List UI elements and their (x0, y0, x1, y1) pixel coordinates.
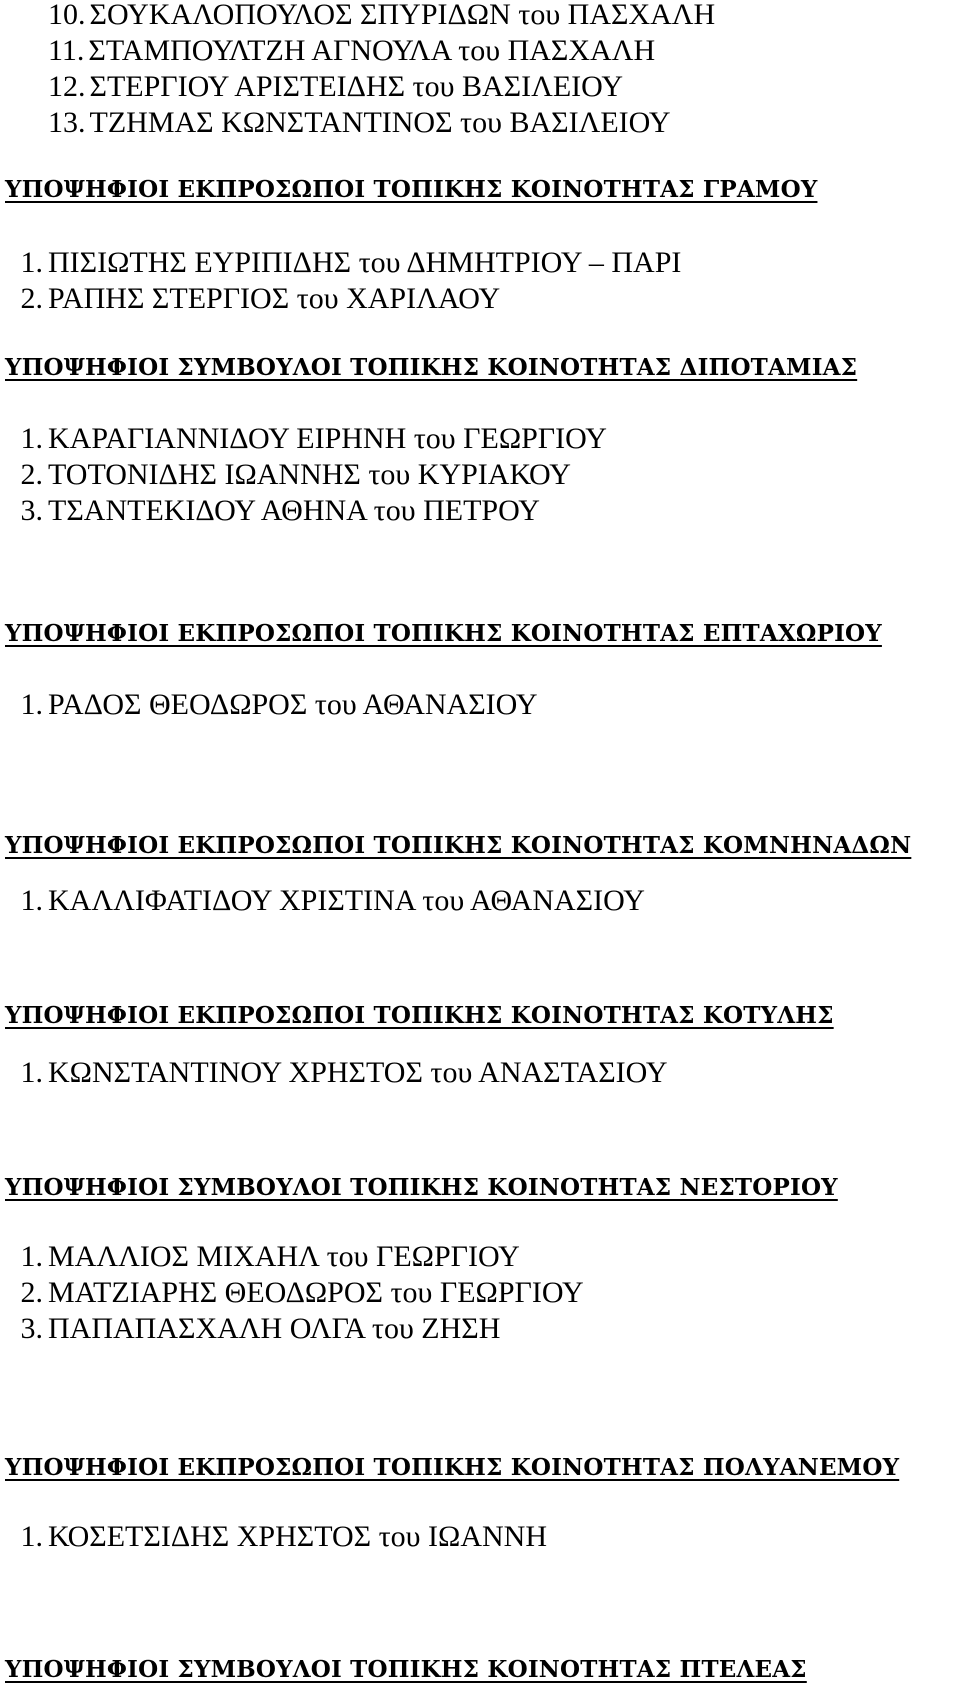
list-item (0, 1242, 520, 1272)
item-text: ΡΑΔΟΣ ΘΕΟΔΩΡΟΣ του ΑΘΑΝΑΣΙΟΥ (48, 688, 538, 721)
item-number: 10. (48, 0, 86, 31)
item-number: 1. (20, 1520, 43, 1553)
item-number: 1. (20, 422, 43, 455)
item-number: 1. (20, 884, 43, 917)
section-heading: ΥΠΟΨΗΦΙΟΙ ΕΚΠΡΟΣΩΠΟΙ ΤΟΠΙΚΗΣ ΚΟΙΝΟΤΗΤΑΣ ΠΟΛΥΑΝΕΜΟΥ (5, 1454, 900, 1481)
list-item (0, 36, 655, 66)
item-text: ΤΖΗΜΑΣ ΚΩΝΣΤΑΝΤΙΝΟΣ του ΒΑΣΙΛΕΙΟΥ (89, 106, 671, 139)
item-text: ΣΤΕΡΓΙΟΥ ΑΡΙΣΤΕΙΔΗΣ του ΒΑΣΙΛΕΙΟΥ (89, 70, 623, 103)
item-number: 1. (20, 1056, 43, 1089)
item-text: ΜΑΛΛΙΟΣ ΜΙΧΑΗΛ του ΓΕΩΡΓΙΟΥ (48, 1240, 520, 1273)
list-item (0, 108, 671, 138)
item-text: ΡΑΠΗΣ ΣΤΕΡΓΙΟΣ του ΧΑΡΙΛΑΟΥ (48, 282, 501, 315)
item-number: 2. (20, 282, 43, 315)
list-item (0, 690, 538, 720)
item-text: ΠΑΠΑΠΑΣΧΑΛΗ ΟΛΓΑ του ΖΗΣΗ (48, 1312, 501, 1345)
item-number: 3. (20, 494, 43, 527)
section-heading: ΥΠΟΨΗΦΙΟΙ ΣΥΜΒΟΥΛΟΙ ΤΟΠΙΚΗΣ ΚΟΙΝΟΤΗΤΑΣ ΠΤΕΛΕΑΣ (5, 1656, 807, 1683)
item-number: 2. (20, 458, 43, 491)
list-item (0, 1522, 547, 1552)
section-heading: ΥΠΟΨΗΦΙΟΙ ΕΚΠΡΟΣΩΠΟΙ ΤΟΠΙΚΗΣ ΚΟΙΝΟΤΗΤΑΣ ΕΠΤΑΧΩΡΙΟΥ (5, 620, 882, 647)
item-number: 12. (48, 70, 86, 103)
item-text: ΣΟΥΚΑΛΟΠΟΥΛΟΣ ΣΠΥΡΙΔΩΝ του ΠΑΣΧΑΛΗ (89, 0, 716, 31)
list-item (0, 460, 571, 490)
list-item (0, 1278, 584, 1308)
item-number: 3. (20, 1312, 43, 1345)
section-heading: ΥΠΟΨΗΦΙΟΙ ΕΚΠΡΟΣΩΠΟΙ ΤΟΠΙΚΗΣ ΚΟΙΝΟΤΗΤΑΣ ΓΡΑΜΟΥ (5, 176, 818, 203)
item-text: ΠΙΣΙΩΤΗΣ ΕΥΡΙΠΙΔΗΣ του ΔΗΜΗΤΡΙΟΥ – ΠΑΡΙ (48, 246, 682, 279)
list-item (0, 0, 715, 30)
item-number: 13. (48, 106, 86, 139)
item-text: ΜΑΤΖΙΑΡΗΣ ΘΕΟΔΩΡΟΣ του ΓΕΩΡΓΙΟΥ (48, 1276, 584, 1309)
item-number: 1. (20, 1240, 43, 1273)
list-item (0, 72, 623, 102)
list-item (0, 284, 500, 314)
item-text: ΚΑΛΛΙΦΑΤΙΔΟΥ ΧΡΙΣΤΙΝΑ του ΑΘΑΝΑΣΙΟΥ (48, 884, 645, 917)
item-number: 1. (20, 688, 43, 721)
item-text: ΤΟΤΟΝΙΔΗΣ ΙΩΑΝΝΗΣ του ΚΥΡΙΑΚΟΥ (48, 458, 571, 491)
list-item (0, 1314, 500, 1344)
item-text: ΣΤΑΜΠΟΥΛΤΖΗ ΑΓΝΟΥΛΑ του ΠΑΣΧΑΛΗ (88, 34, 656, 67)
section-heading: ΥΠΟΨΗΦΙΟΙ ΣΥΜΒΟΥΛΟΙ ΤΟΠΙΚΗΣ ΚΟΙΝΟΤΗΤΑΣ ΝΕΣΤΟΡΙΟΥ (5, 1174, 838, 1201)
item-text: ΚΟΣΕΤΣΙΔΗΣ ΧΡΗΣΤΟΣ του ΙΩΑΝΝΗ (48, 1520, 547, 1553)
item-number: 11. (48, 34, 85, 67)
item-number: 1. (20, 246, 43, 279)
list-item (0, 886, 645, 916)
item-number: 2. (20, 1276, 43, 1309)
list-item (0, 424, 607, 454)
section-heading: ΥΠΟΨΗΦΙΟΙ ΣΥΜΒΟΥΛΟΙ ΤΟΠΙΚΗΣ ΚΟΙΝΟΤΗΤΑΣ ΔΙΠΟΤΑΜΙΑΣ (5, 354, 858, 381)
section-heading: ΥΠΟΨΗΦΙΟΙ ΕΚΠΡΟΣΩΠΟΙ ΤΟΠΙΚΗΣ ΚΟΙΝΟΤΗΤΑΣ ΚΟΜΝΗΝΑΔΩΝ (5, 832, 912, 859)
list-item (0, 248, 681, 278)
item-text: ΚΩΝΣΤΑΝΤΙΝΟΥ ΧΡΗΣΤΟΣ του ΑΝΑΣΤΑΣΙΟΥ (48, 1056, 668, 1089)
section-heading: ΥΠΟΨΗΦΙΟΙ ΕΚΠΡΟΣΩΠΟΙ ΤΟΠΙΚΗΣ ΚΟΙΝΟΤΗΤΑΣ ΚΟΤΥΛΗΣ (5, 1002, 834, 1029)
list-item (0, 496, 540, 526)
item-text: ΤΣΑΝΤΕΚΙΔΟΥ ΑΘΗΝΑ του ΠΕΤΡΟΥ (48, 494, 540, 527)
list-item (0, 1058, 668, 1088)
item-text: ΚΑΡΑΓΙΑΝΝΙΔΟΥ ΕΙΡΗΝΗ του ΓΕΩΡΓΙΟΥ (48, 422, 607, 455)
